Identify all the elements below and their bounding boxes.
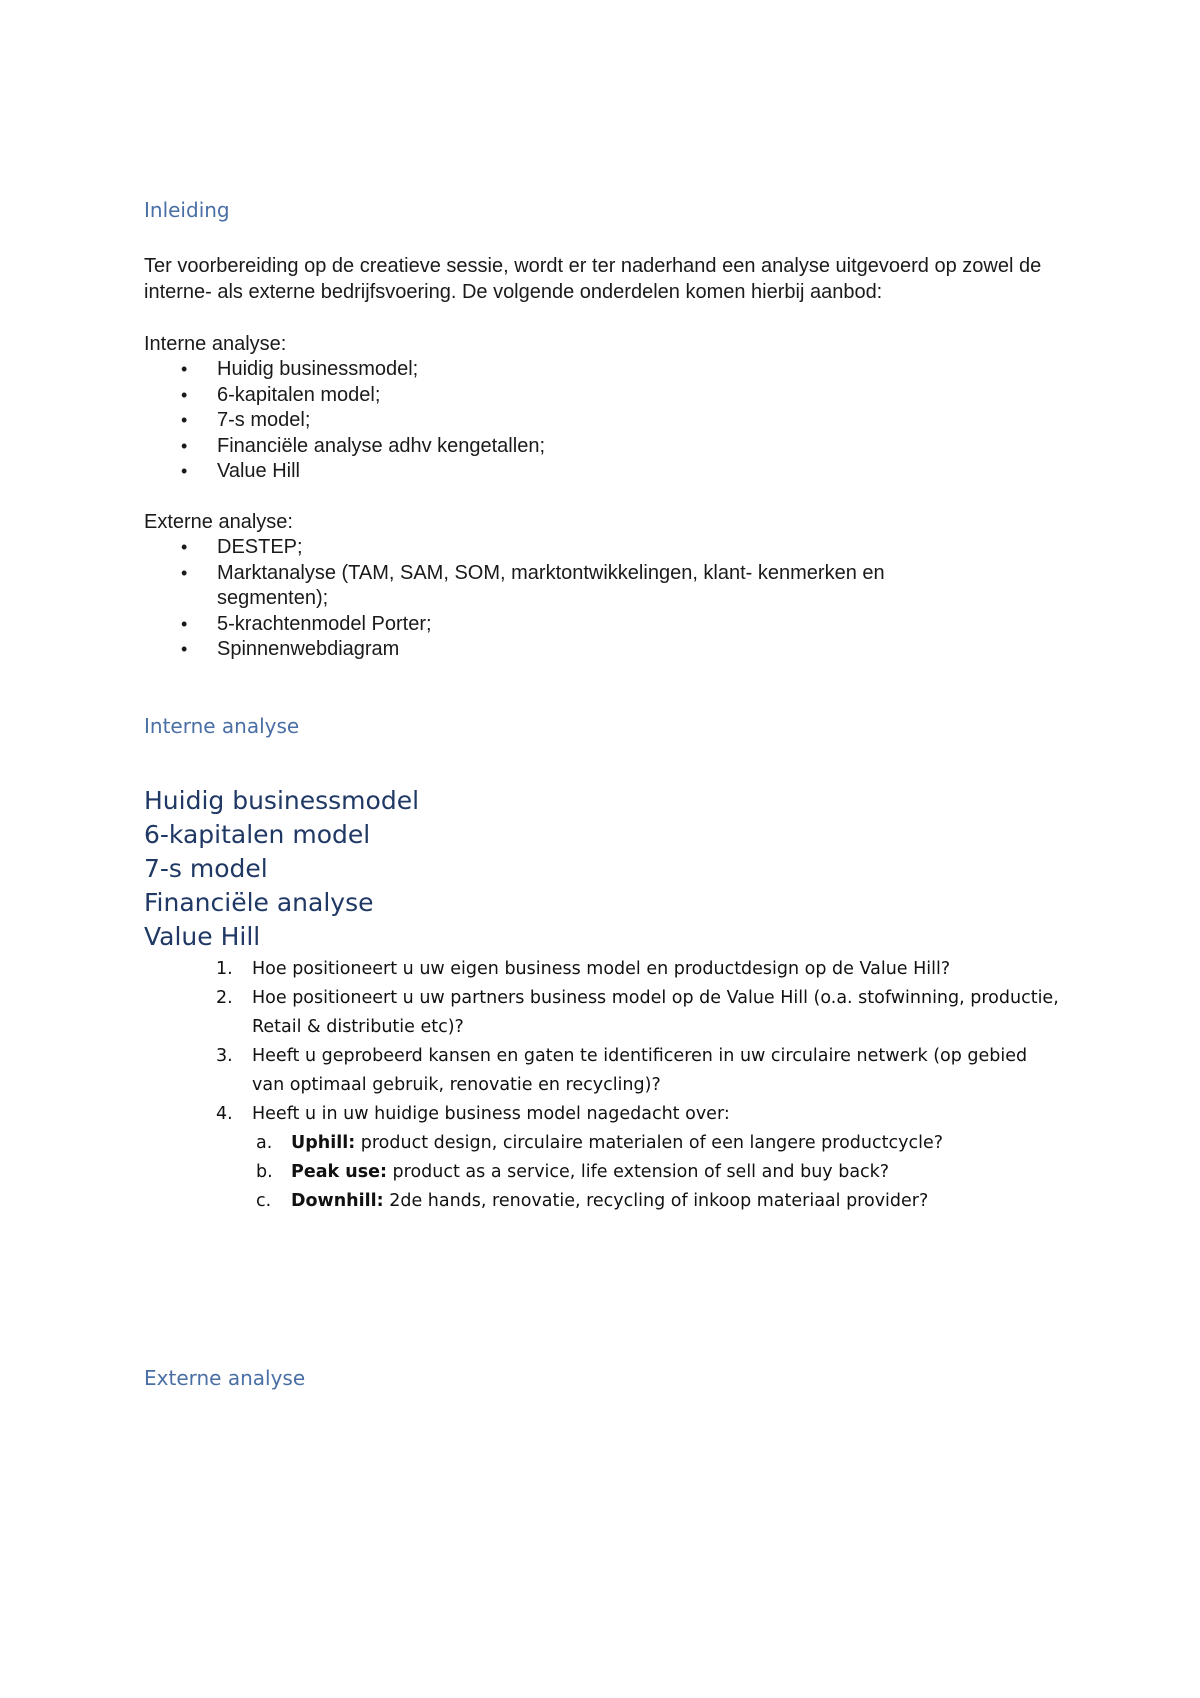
subheading-businessmodel: Huidig businessmodel: [144, 786, 420, 815]
sub-question-list: [252, 1129, 1064, 1216]
intro-paragraph: Ter voorbereiding op de creatieve sessie, wordt er ter naderhand een analyse uitgevoerd op zowel de interne- als externe bedrijfsvoering. De volgende onderdelen komen hierbij aanbod:: [144, 255, 1042, 303]
heading-inleiding: Inleiding: [144, 198, 230, 222]
list-item: • Marktanalyse (TAM, SAM, SOM, marktontwikkelingen, klant- kenmerken en segmenten);: [181, 561, 885, 609]
subheading-group: [144, 784, 419, 954]
bullet-icon: •: [181, 461, 188, 481]
subheading-financiele-analyse: Financiële analyse: [144, 888, 374, 917]
list-item: • DESTEP;: [144, 535, 984, 561]
subheading-value-hill: Value Hill: [144, 922, 261, 951]
bullet-icon: •: [181, 384, 188, 405]
heading-externe-analyse: Externe analyse: [144, 1366, 306, 1390]
question-item: 1. Hoe positioneert u uw eigen business model en productdesign op de Value Hill?: [216, 959, 951, 979]
list-item: • Value Hill: [144, 459, 1064, 485]
question-item: 2. Hoe positioneert u uw partners business model op de Value Hill (o.a. stofwinning, productie, Retail & distributie etc)?: [216, 988, 1059, 1037]
external-analysis-list: [144, 535, 984, 663]
bullet-icon: •: [181, 359, 188, 379]
external-analysis-label: Externe analyse:: [144, 511, 293, 533]
list-item: • Huidig businessmodel;: [144, 357, 1064, 383]
list-item: • 7-s model;: [144, 408, 1064, 434]
internal-analysis-label: Interne analyse:: [144, 333, 287, 355]
bullet-icon: •: [181, 537, 188, 557]
value-hill-questions: [144, 955, 1064, 1216]
heading-interne-analyse: Interne analyse: [144, 714, 300, 738]
list-item: • 5-krachtenmodel Porter;: [144, 612, 984, 638]
bullet-icon: •: [181, 639, 188, 659]
question-item: 3. Heeft u geprobeerd kansen en gaten te identificeren in uw circulaire netwerk (op gebied van optimaal gebruik, renovatie en recycling)?: [216, 1046, 1028, 1095]
question-item: 4. Heeft u in uw huidige business model nagedacht over: a. Uphill: product design, circulaire materialen of een langere productcycle? b. Peak use: product as a service, life extension of sell and buy back? c. Downhill: 2de hands, renovatie, recycling of inkoop materiaal provider?: [144, 1100, 1064, 1216]
subheading-6-kapitalen: 6-kapitalen model: [144, 820, 371, 849]
bullet-icon: •: [181, 562, 188, 583]
sub-question-item: a. Uphill: product design, circulaire materialen of een langere productcycle?: [256, 1133, 944, 1153]
sub-question-item: c. Downhill: 2de hands, renovatie, recycling of inkoop materiaal provider?: [256, 1191, 929, 1211]
bullet-icon: •: [181, 435, 188, 456]
internal-analysis-list: [144, 357, 1064, 485]
bullet-icon: •: [181, 613, 188, 634]
sub-question-item: b. Peak use: product as a service, life extension of sell and buy back?: [256, 1162, 890, 1182]
list-item: • Financiële analyse adhv kengetallen;: [144, 434, 1064, 460]
subheading-7-s: 7-s model: [144, 854, 268, 883]
list-item: • 6-kapitalen model;: [144, 383, 1064, 409]
list-item: • Spinnenwebdiagram: [144, 637, 984, 663]
bullet-icon: •: [181, 410, 188, 430]
